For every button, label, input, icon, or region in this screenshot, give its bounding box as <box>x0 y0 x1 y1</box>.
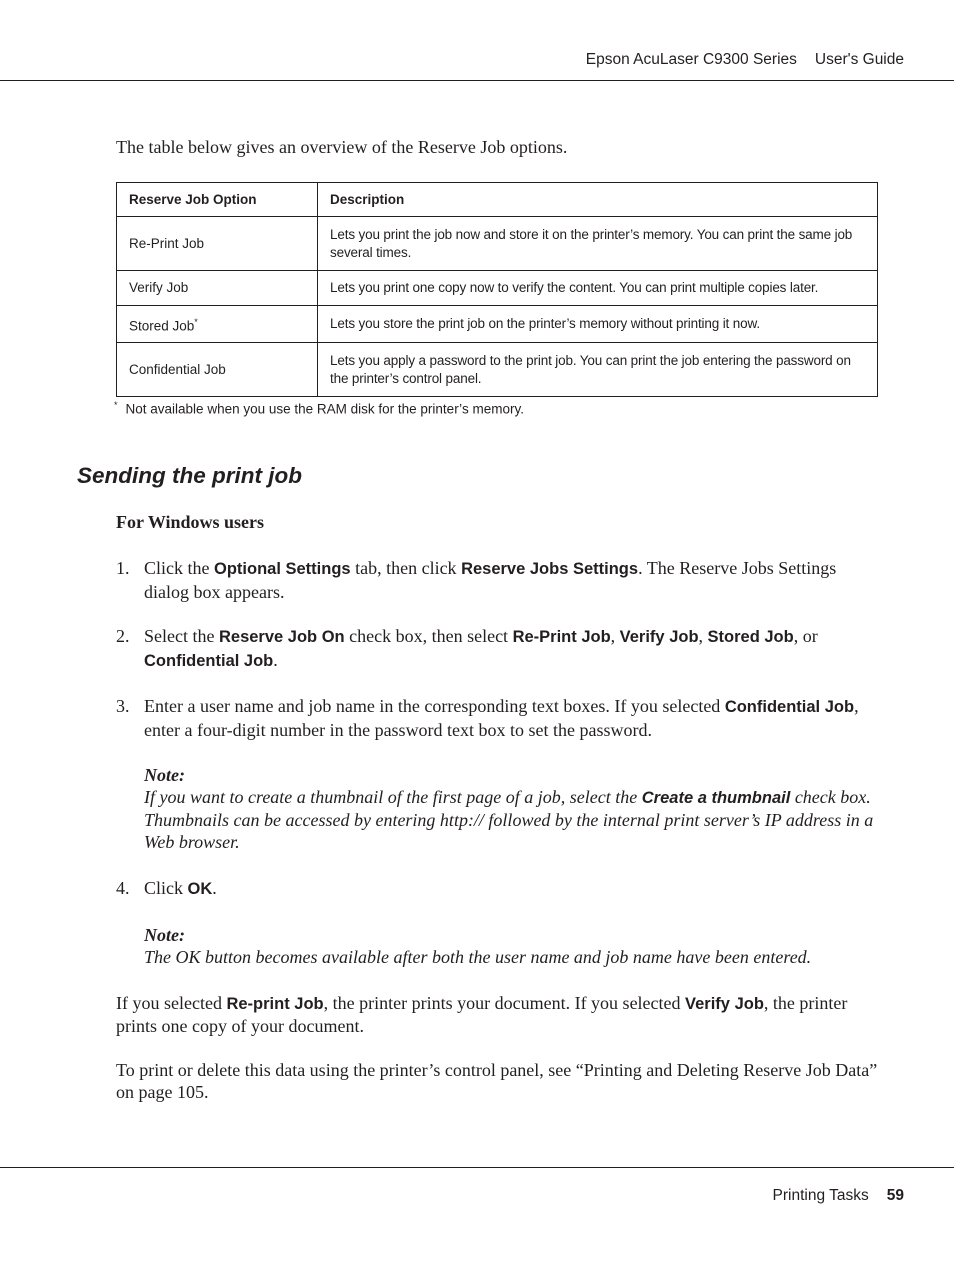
table-header-row <box>117 183 878 217</box>
step-number: 4. <box>116 878 130 898</box>
note-block <box>144 764 880 853</box>
page-number: 59 <box>886 1187 904 1204</box>
description-cell: Lets you store the print job on the printer’s memory without printing it now. <box>318 306 878 343</box>
step-item <box>116 695 878 742</box>
footer-rule <box>0 1167 954 1168</box>
step-text: Click the Optional Settings tab, then click Reserve Jobs Settings. The Reserve Jobs Settings dialog box appears. <box>144 558 837 602</box>
header-product: Epson AcuLaser C9300 Series <box>585 51 797 68</box>
note-label: Note: <box>144 765 185 785</box>
step-number: 3. <box>116 696 130 716</box>
note-label: Note: <box>144 925 185 945</box>
footnote-text: Not available when you use the RAM disk for the printer’s memory. <box>125 401 524 417</box>
footnote-marker: * <box>114 400 118 410</box>
intro-text: The table below gives an overview of the Reserve Job options. <box>116 137 568 157</box>
header-rule <box>0 80 954 81</box>
step-item <box>116 625 878 673</box>
step-number: 1. <box>116 558 130 578</box>
option-label: Stored Job <box>129 318 195 334</box>
reference-paragraph: To print or delete this data using the printer’s control panel, see “Printing and Deleting Reserve Job Data” on page 105. <box>116 1060 878 1102</box>
running-footer <box>773 1187 904 1205</box>
result-paragraph: If you selected Re-print Job, the printer prints your document. If you selected Verify Job, the printer prints one copy of your document. <box>116 993 848 1036</box>
note-text: If you want to create a thumbnail of the first page of a job, select the Create a thumbnail check box. Thumbnails can be accessed by entering http:// followed by the internal print server’s IP address in a Web browser. <box>144 787 874 852</box>
option-cell: Confidential Job <box>117 343 318 397</box>
section-title: Sending the print job <box>77 463 302 488</box>
note-text: The OK button becomes available after both the user name and job name have been entered. <box>144 947 812 967</box>
step-item <box>116 557 878 604</box>
note-block <box>144 924 880 968</box>
step-text: Click OK. <box>144 878 217 898</box>
option-cell <box>117 306 318 343</box>
footnote-marker: * <box>194 316 198 327</box>
table-row <box>117 217 878 271</box>
table-header-description: Description <box>318 183 878 217</box>
table-row <box>117 343 878 397</box>
reserve-job-options-table <box>116 182 878 397</box>
step-text: Select the Reserve Job On check box, then select Re-Print Job, Verify Job, Stored Job, or Confidential Job. <box>144 626 818 670</box>
option-cell: Re-Print Job <box>117 217 318 271</box>
step-number: 2. <box>116 626 130 646</box>
table-footnote <box>114 400 524 417</box>
option-cell: Verify Job <box>117 271 318 306</box>
step-text: Enter a user name and job name in the corresponding text boxes. If you selected Confidential Job, enter a four-digit number in the password text box to set the password. <box>144 696 859 740</box>
description-cell: Lets you print one copy now to verify the content. You can print multiple copies later. <box>318 271 878 306</box>
table-row <box>117 271 878 306</box>
running-header <box>586 51 904 69</box>
header-guide: User's Guide <box>814 51 904 68</box>
subheading: For Windows users <box>116 512 265 532</box>
description-cell: Lets you apply a password to the print job. You can print the job entering the password on the printer’s control panel. <box>318 343 878 397</box>
description-cell: Lets you print the job now and store it on the printer’s memory. You can print the same job several times. <box>318 217 878 271</box>
footer-section: Printing Tasks <box>772 1187 869 1204</box>
step-item <box>116 877 878 901</box>
table-header-option: Reserve Job Option <box>117 183 318 217</box>
table-row <box>117 306 878 343</box>
